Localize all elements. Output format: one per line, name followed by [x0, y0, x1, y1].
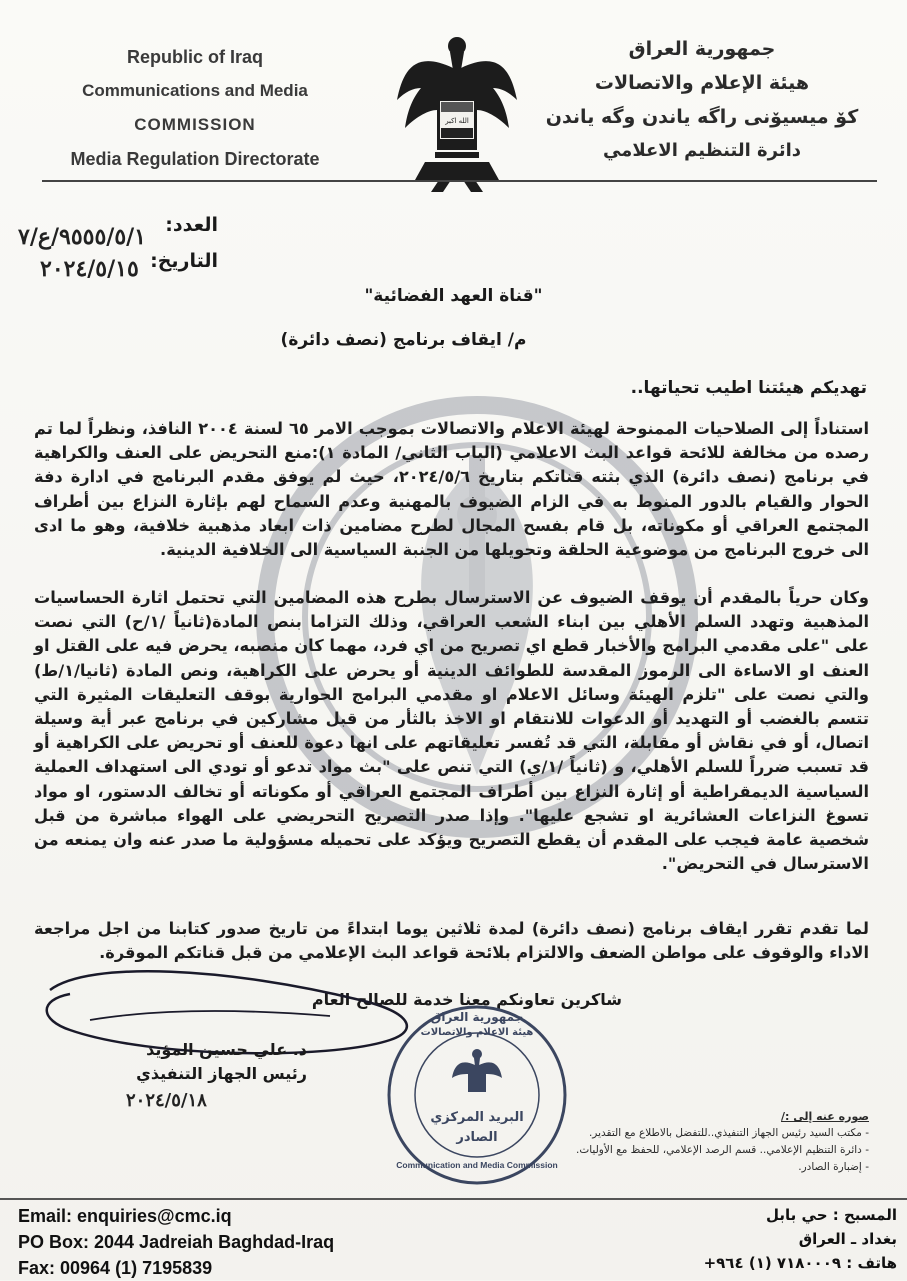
- header-en-commission-word: COMMISSION: [134, 115, 256, 134]
- header-ar-directorate: دائرة التنظيم الاعلامي: [602, 140, 802, 161]
- header-en-country: Republic of Iraq: [126, 47, 263, 67]
- header-ar-commission: هيئة الإعلام والاتصالات: [594, 72, 810, 94]
- footer-ar-address2: بغداد ـ العراق: [798, 1230, 897, 1248]
- footer-ar-phone: هاتف : ٧١٨٠٠٠٩ (١) ٩٦٤+: [703, 1254, 897, 1272]
- central-mail-stamp: [382, 1000, 572, 1190]
- paragraph-2: وكان حرياً بالمقدم أن يوقف الضيوف عن الاسترسال بطرح هذه المضامين التي تحتمل اثارة الحساسيات المذهبية وتهدد السلم الأهلي بين ابناء الشعب العراقي، وذلك التزاما بنص المادة(ثانياً /١/ح) التي نصت على "على مقدمي البرامج والأخبار قطع اي تصريح من اي فرد، مهما كان منصبه، يحرض فيه على القتل او العنف او الاساءة الى الرموز المقدسة للطوائف الدينية أو يحرض على الكراهية، ونص المادة (ثانيا/١/ط) والتي نصت على "تلزم الهيئة وسائل الاعلام او مقدمي البرامج الحوارية بوقف التعليقات المثيرة التي تتسم بالغضب أو التهديد أو الدعوات للانتقام او الاخذ بالثأر من قبل مشاركين في برنامج عبر أية وسيلة اتصال، أو في نقاش أو مقابلة، التي قد تُفسر تعليقاتهم على انها دعوة للعنف أو تحريض على الكراهية أو قد تسبب ضرراً للسلم الأهلي، و (ثانياً /١/ي) التي تنص على "بث مواد تدعو أو تودي الى استهداف العملية السياسية الديمقراطية أو إثارة النزاع بين أطراف المجتمع العراقي أو مكوناته أو تخالف الدستور، او مواد تسوغ النزاعات العشائرية او تشجع عليها". وإذا صدر التصريح التحريضي على الهواء مباشرة من قبل شخصية عامة فيجب على المقدم أن يقطع التصريح ويؤكد على تحميله مسؤولية ما صدر عنه وان يمنعه من الاسترسال في التحريض".: [34, 588, 869, 874]
- header-english: [30, 40, 360, 176]
- copies-title: صوره عنه إلى :/: [781, 1110, 869, 1123]
- copies-item: - إضبارة الصادر.: [798, 1161, 869, 1173]
- reference-date-label: التاريخ:: [150, 250, 218, 272]
- footer-divider: [0, 1198, 907, 1200]
- header-divider: [42, 180, 877, 182]
- header-arabic: [537, 32, 867, 168]
- signature-date: ٢٠٢٤/٥/١٨: [126, 1090, 207, 1111]
- copies-item: - مكتب السيد رئيس الجهاز التنفيذي..للتفضل بالاطلاع مع التقدير.: [588, 1127, 869, 1139]
- closing-line: شاكرين تعاونكم معنا خدمة للصالح العام: [311, 990, 622, 1009]
- stamp-center-text: البريد المركزي: [430, 1110, 524, 1125]
- recipient: "قناة العهد الفضائية": [364, 286, 543, 306]
- footer-contact-english: [18, 1203, 334, 1281]
- paragraph-1: استناداً إلى الصلاحيات الممنوحة لهيئة الاعلام والاتصالات بموجب الامر ٦٥ لسنة ٢٠٠٤ النافذ، ونظراً لما تم رصده من مخالفة للائحة قواعد البث الاعلامي (الباب الثاني/ المادة ١):منع التحريض على العنف والكراهية في برنامج (نصف دائرة) الذي بثته قناتكم بتاريخ ٢٠٢٤/٥/٦، حيث لم يوفق مقدم البرنامج في ادارة دفة الحوار والقيام بالدور المنوط به في الزام الضيوف بالمهنية وعدم السماح لهم بإثارة النزاع بين أطراف المجتمع العراقي أو مكوناته، بل قام بفسح المجال لطرح مضامين ذات ابعاد مذهبية خلافية، وهو ما ادى الى خروج البرنامج من موضوعية الحلقة وتحويلها من الجنبة السياسية الى الخلافية الدينية.: [34, 419, 870, 560]
- header-en-directorate: Media Regulation Directorate: [70, 149, 320, 169]
- reference-number-value: ٩٥٥٥/٥/١/ع/٧: [18, 224, 146, 250]
- copies-item: - دائرة التنظيم الإعلامي.. قسم الرصد الإعلامي، للحفظ مع الأوليات.: [576, 1144, 869, 1156]
- header-en-commission: Communications and Media: [82, 81, 308, 100]
- footer-po-box: PO Box: 2044 Jadreiah Baghdad-Iraq: [18, 1232, 335, 1252]
- stamp-english-ring: Communication and Media Commission: [396, 1160, 558, 1170]
- footer-fax: Fax: 00964 (1) 7195839: [18, 1258, 213, 1278]
- paragraph-3: لما تقدم تقرر ايقاف برنامج (نصف دائرة) لمدة ثلاثين يوما ابتداءً من تاريخ صدور كتابنا من اجل مراجعة الاداء والوقوف على مواطن الضعف والالتزام بلائحة قواعد البث الإعلامي من قبل قناتكم الموقرة.: [34, 919, 869, 963]
- reference-date-value: ٢٠٢٤/٥/١٥: [40, 256, 139, 282]
- emblem-text: الله اكبر: [445, 117, 469, 125]
- copies-list: [549, 1108, 869, 1176]
- subject: م/ ايقاف برنامج (نصف دائرة): [280, 330, 527, 350]
- stamp-sub-text: هيئة الاعلام والاتصالات: [420, 1027, 534, 1038]
- reference-number-label: العدد:: [165, 214, 218, 236]
- header-kurdish-commission: كۆ میسیۆنی راگه یاندن وگه یاندن: [545, 106, 859, 128]
- greeting: تهديكم هيئتنا اطيب تحياتها..: [630, 378, 867, 398]
- stamp-bottom-text: الصادر: [456, 1130, 498, 1145]
- signer-title: رئيس الجهاز التنفيذي: [136, 1064, 307, 1083]
- footer-ar-address1: المسبح : حي بابل: [766, 1206, 897, 1224]
- header-ar-country: جمهورية العراق: [628, 38, 776, 60]
- stamp-top-text: جمهورية العراق: [430, 1010, 524, 1024]
- eagle-emblem-icon: [395, 30, 520, 195]
- footer-contact-arabic: [704, 1203, 897, 1275]
- signer-name: د. علي حسين المؤيد: [146, 1040, 307, 1059]
- footer-email: Email: enquiries@cmc.iq: [18, 1206, 232, 1226]
